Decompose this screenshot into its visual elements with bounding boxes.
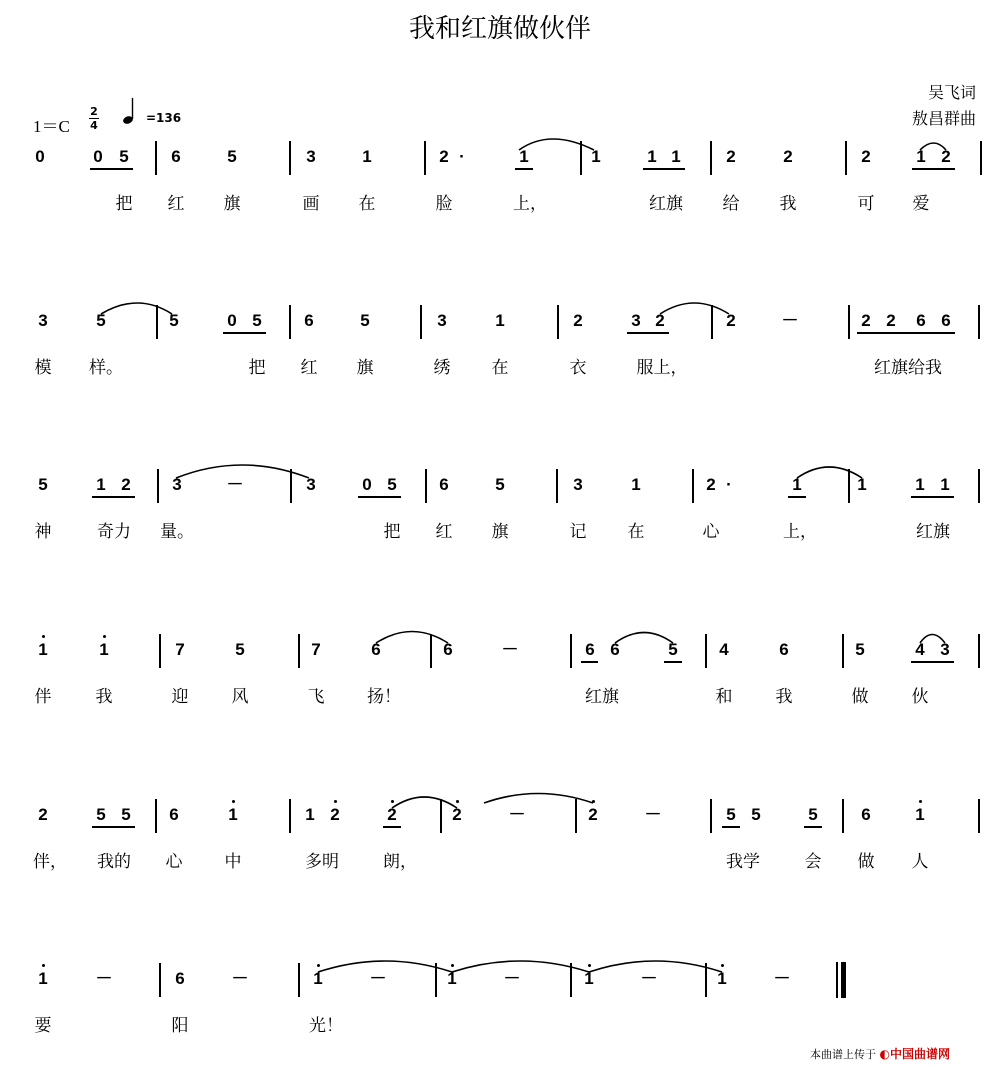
- note: 6: [941, 311, 951, 330]
- lyric: 模: [34, 358, 52, 378]
- lyric: 红: [435, 522, 453, 542]
- lyric: 会: [804, 852, 822, 872]
- note: 5: [726, 805, 736, 824]
- lyric: 在: [491, 358, 509, 378]
- note: 4: [915, 640, 925, 659]
- eighth-underline: [912, 168, 955, 170]
- lyric: 绣: [433, 358, 451, 378]
- barline: [159, 634, 161, 668]
- note: 2: [706, 475, 716, 494]
- site-logo[interactable]: [880, 1047, 951, 1061]
- lyric: 可: [857, 194, 875, 214]
- lyric: 红旗: [585, 687, 619, 707]
- note: 1: [940, 475, 950, 494]
- eighth-underline: [223, 332, 266, 334]
- lyric: 衣: [569, 358, 587, 378]
- lyric: 红旗: [649, 194, 683, 214]
- note: 7: [175, 640, 185, 659]
- high-octave-dot: [588, 964, 591, 967]
- lyric: 脸: [435, 194, 453, 214]
- time-signature: [89, 106, 99, 131]
- eighth-underline: [722, 826, 740, 828]
- tie: [376, 632, 448, 644]
- footer: [810, 1045, 950, 1062]
- barline: [289, 141, 291, 175]
- note: 5: [235, 640, 245, 659]
- high-octave-dot: [592, 800, 595, 803]
- note: 2: [439, 147, 449, 166]
- eighth-underline: [857, 332, 955, 334]
- high-octave-dot: [317, 964, 320, 967]
- note: 1: [915, 805, 925, 824]
- note: 6: [371, 640, 381, 659]
- eighth-underline: [92, 826, 135, 828]
- lyric: 阳: [171, 1016, 189, 1036]
- high-octave-dot: [456, 800, 459, 803]
- note: 3: [38, 311, 48, 330]
- final-barline-thin: [836, 962, 838, 998]
- lyric: 红: [300, 358, 318, 378]
- note: 5: [227, 147, 237, 166]
- note: 1: [38, 640, 48, 659]
- barline: [710, 141, 712, 175]
- barline: [298, 963, 300, 997]
- high-octave-dot: [42, 635, 45, 638]
- note: －: [640, 969, 658, 988]
- note: 1: [495, 311, 505, 330]
- lyric: 做: [857, 852, 875, 872]
- lyric: 爱: [912, 194, 930, 214]
- lyric: 心: [702, 522, 720, 542]
- note: 5: [495, 475, 505, 494]
- lyric: 量。: [160, 522, 194, 542]
- note: 5: [121, 805, 131, 824]
- barline: [435, 963, 437, 997]
- lyric: 伙: [911, 687, 929, 707]
- note: 2: [121, 475, 131, 494]
- final-barline-thick: [841, 962, 846, 998]
- note: 6: [916, 311, 926, 330]
- composer-credit: 敖昌群曲: [911, 109, 976, 128]
- lyric: 我: [779, 194, 797, 214]
- note: 3: [306, 475, 316, 494]
- barline: [157, 469, 159, 503]
- note: 2: [330, 805, 340, 824]
- tie: [392, 797, 457, 808]
- note: 1: [584, 969, 594, 988]
- high-octave-dot: [103, 635, 106, 638]
- note: 6: [443, 640, 453, 659]
- footer-text: 本曲谱上传于: [810, 1048, 876, 1061]
- barline: [580, 141, 582, 175]
- lyric: 红: [167, 194, 185, 214]
- note: －: [369, 969, 387, 988]
- note: ·: [726, 475, 732, 494]
- note: 1: [857, 475, 867, 494]
- lyric: 我的: [97, 852, 131, 872]
- note: 2: [886, 311, 896, 330]
- note: 5: [808, 805, 818, 824]
- eighth-underline: [643, 168, 685, 170]
- eighth-underline: [358, 496, 401, 498]
- lyric: 把: [248, 358, 266, 378]
- lyric: 上，: [783, 522, 817, 542]
- note: 3: [306, 147, 316, 166]
- note: 6: [175, 969, 185, 988]
- note: 3: [172, 475, 182, 494]
- lyric: 在: [358, 194, 376, 214]
- barline: [980, 141, 982, 175]
- note: －: [781, 311, 799, 330]
- note: 6: [304, 311, 314, 330]
- eighth-underline: [664, 661, 682, 663]
- barline: [440, 799, 442, 833]
- note: 3: [631, 311, 641, 330]
- note: 1: [38, 969, 48, 988]
- time-signature-bottom: 4: [90, 119, 98, 132]
- tie: [101, 303, 172, 314]
- eighth-underline: [911, 661, 954, 663]
- lyric: 旗: [356, 358, 374, 378]
- note: －: [773, 969, 791, 988]
- lyric: 中: [224, 852, 242, 872]
- barline: [705, 634, 707, 668]
- high-octave-dot: [391, 800, 394, 803]
- high-octave-dot: [334, 800, 337, 803]
- lyric: 和: [715, 687, 733, 707]
- lyric: 我学: [726, 852, 760, 872]
- high-octave-dot: [451, 964, 454, 967]
- barline: [978, 305, 980, 339]
- lyric: 旗: [223, 194, 241, 214]
- lyric: 做: [851, 687, 869, 707]
- note: －: [226, 475, 244, 494]
- barline: [289, 799, 291, 833]
- note: 2: [783, 147, 793, 166]
- note: 5: [96, 311, 106, 330]
- barline: [978, 799, 980, 833]
- note: 2: [941, 147, 951, 166]
- barline: [424, 141, 426, 175]
- note: 1: [647, 147, 657, 166]
- note: 1: [228, 805, 238, 824]
- note: 2: [861, 147, 871, 166]
- lyric: 风: [231, 687, 249, 707]
- barline: [289, 305, 291, 339]
- barline: [570, 963, 572, 997]
- note: 5: [668, 640, 678, 659]
- lyric: 把: [383, 522, 401, 542]
- barline: [978, 634, 980, 668]
- barline: [570, 634, 572, 668]
- note: 7: [311, 640, 321, 659]
- barline: [156, 305, 158, 339]
- lyric: 迎: [171, 687, 189, 707]
- barline: [848, 469, 850, 503]
- note: 6: [585, 640, 595, 659]
- barline: [155, 141, 157, 175]
- lyric: 红旗给我: [874, 358, 942, 378]
- note: 6: [779, 640, 789, 659]
- note: －: [503, 969, 521, 988]
- eighth-underline: [90, 168, 133, 170]
- note: 1: [447, 969, 457, 988]
- note: 2: [861, 311, 871, 330]
- high-octave-dot: [919, 800, 922, 803]
- note: 5: [751, 805, 761, 824]
- lyric: 人: [911, 852, 929, 872]
- lyric: 心: [165, 852, 183, 872]
- note: 2: [726, 311, 736, 330]
- song-title: 我和红旗做伙伴: [408, 14, 591, 44]
- lyric: 画: [302, 194, 320, 214]
- lyricist-credit: 吴飞词: [927, 83, 976, 102]
- note: 6: [439, 475, 449, 494]
- eighth-underline: [804, 826, 822, 828]
- eighth-underline: [92, 496, 135, 498]
- note: 1: [313, 969, 323, 988]
- barline: [155, 799, 157, 833]
- lyric: 神: [34, 522, 52, 542]
- barline: [430, 634, 432, 668]
- note: 1: [631, 475, 641, 494]
- lyric: 奇力: [97, 522, 131, 542]
- note: 4: [719, 640, 729, 659]
- barline: [420, 305, 422, 339]
- eighth-underline: [627, 332, 669, 334]
- note: ·: [459, 147, 465, 166]
- note: 1: [915, 475, 925, 494]
- note: －: [501, 640, 519, 659]
- note: 6: [171, 147, 181, 166]
- tie: [797, 467, 862, 478]
- time-signature-top: 2: [90, 105, 98, 118]
- lyric: 在: [627, 522, 645, 542]
- eighth-underline: [581, 661, 598, 663]
- note: －: [644, 805, 662, 824]
- barline: [978, 469, 980, 503]
- note: 2: [452, 805, 462, 824]
- note: 2: [38, 805, 48, 824]
- note: 0: [227, 311, 237, 330]
- note: 5: [252, 311, 262, 330]
- note: 5: [855, 640, 865, 659]
- barline: [290, 469, 292, 503]
- barline: [710, 799, 712, 833]
- lyric: 伴: [34, 687, 52, 707]
- lyric: 服上，: [636, 358, 688, 378]
- barline: [692, 469, 694, 503]
- high-octave-dot: [232, 800, 235, 803]
- site-name: 中国曲谱网: [889, 1047, 950, 1061]
- eighth-underline: [515, 168, 533, 170]
- lyric: 样。: [89, 358, 123, 378]
- note: 1: [591, 147, 601, 166]
- note: 3: [437, 311, 447, 330]
- high-octave-dot: [721, 964, 724, 967]
- quarter-note-icon: [122, 96, 136, 126]
- note: 5: [119, 147, 129, 166]
- note: 3: [573, 475, 583, 494]
- tie: [452, 961, 589, 972]
- note: 1: [96, 475, 106, 494]
- barline: [575, 799, 577, 833]
- note: 5: [387, 475, 397, 494]
- note: 2: [588, 805, 598, 824]
- barline: [159, 963, 161, 997]
- lyric: 光！: [309, 1016, 343, 1036]
- note: 2: [573, 311, 583, 330]
- note: 1: [717, 969, 727, 988]
- note: 2: [655, 311, 665, 330]
- note: 5: [96, 805, 106, 824]
- note: 1: [671, 147, 681, 166]
- note: 0: [362, 475, 372, 494]
- lyric: 记: [569, 522, 587, 542]
- note: 1: [99, 640, 109, 659]
- note: 5: [38, 475, 48, 494]
- lyric: 红旗: [916, 522, 950, 542]
- note: 6: [861, 805, 871, 824]
- note: －: [231, 969, 249, 988]
- lyric: 伴，: [33, 852, 67, 872]
- barline: [556, 469, 558, 503]
- note: 5: [169, 311, 179, 330]
- barline: [298, 634, 300, 668]
- note: 6: [610, 640, 620, 659]
- high-octave-dot: [42, 964, 45, 967]
- note: 2: [726, 147, 736, 166]
- tempo-marking: =136: [146, 111, 182, 125]
- lyric: 旗: [491, 522, 509, 542]
- note: 1: [916, 147, 926, 166]
- lyric: 朗，: [383, 852, 417, 872]
- lyric: 多明: [305, 852, 339, 872]
- lyric: 我: [775, 687, 793, 707]
- barline: [711, 305, 713, 339]
- tie: [615, 633, 673, 644]
- lyric: 给: [722, 194, 740, 214]
- note: 1: [792, 475, 802, 494]
- barline: [842, 799, 844, 833]
- note: 5: [360, 311, 370, 330]
- note: 3: [940, 640, 950, 659]
- note: 1: [305, 805, 315, 824]
- barline: [842, 634, 844, 668]
- eighth-underline: [788, 496, 806, 498]
- barline: [705, 963, 707, 997]
- lyric: 扬！: [367, 687, 401, 707]
- tie: [519, 139, 594, 150]
- note: 1: [362, 147, 372, 166]
- note: 0: [93, 147, 103, 166]
- note: －: [508, 805, 526, 824]
- note: 6: [169, 805, 179, 824]
- barline: [845, 141, 847, 175]
- eighth-underline: [911, 496, 954, 498]
- note: －: [95, 969, 113, 988]
- barline: [557, 305, 559, 339]
- barline: [848, 305, 850, 339]
- note: 0: [35, 147, 45, 166]
- tie: [660, 303, 729, 314]
- eighth-underline: [383, 826, 401, 828]
- note: 2: [387, 805, 397, 824]
- lyric: 飞: [307, 687, 325, 707]
- note: 1: [519, 147, 529, 166]
- barline: [425, 469, 427, 503]
- lyric: 上，: [513, 194, 547, 214]
- key-signature: 1＝C: [33, 117, 70, 136]
- lyric: 把: [115, 194, 133, 214]
- lyric: 我: [95, 687, 113, 707]
- lyric: 要: [34, 1016, 52, 1036]
- site-logo-icon: ◐: [879, 1047, 890, 1061]
